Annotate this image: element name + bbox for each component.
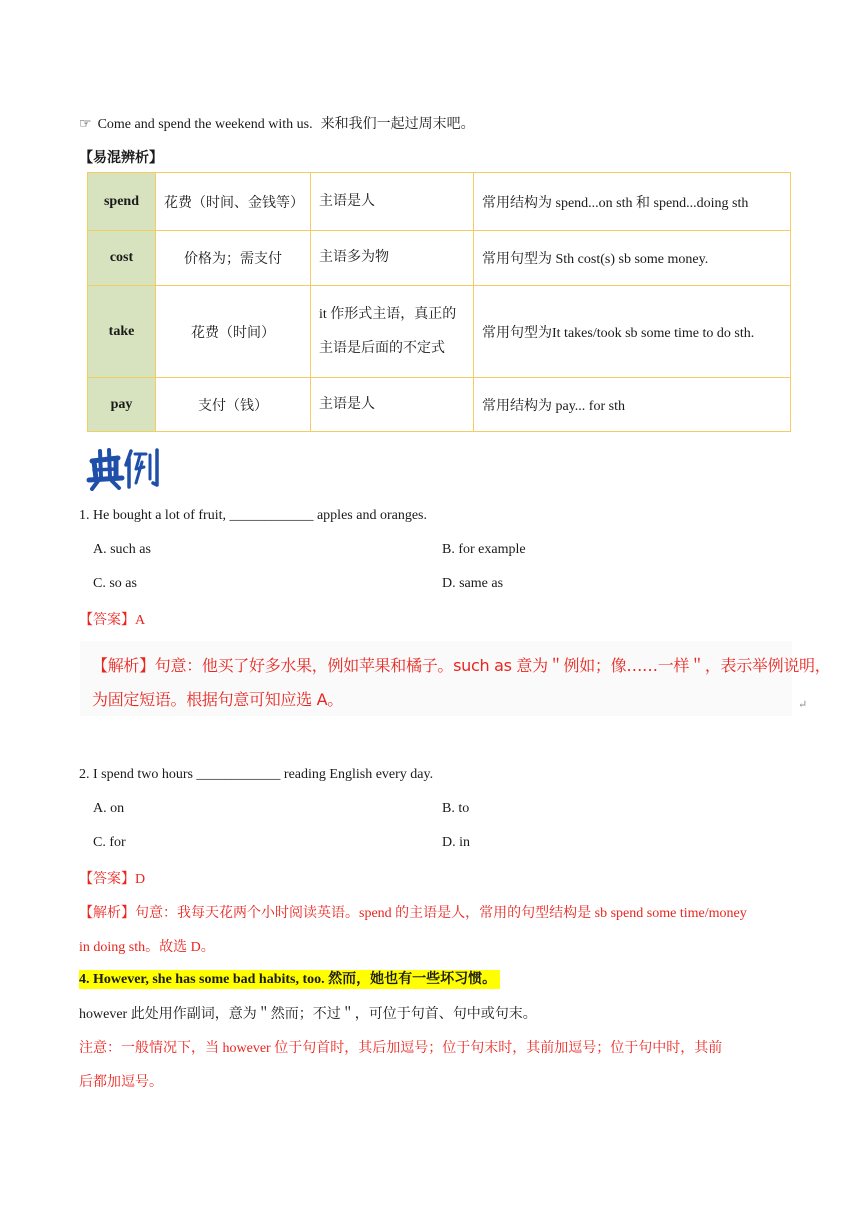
table-row: [88, 286, 791, 378]
example-logo: [86, 445, 164, 491]
intro-line: [79, 113, 475, 133]
point4-usage: however 此处用作副词，意为＂然而；不过＂，可位于句首、句中或句末。: [79, 1007, 537, 1022]
table-cell-subject: 主语多为物: [311, 231, 474, 286]
point4-heading: [79, 968, 500, 988]
table-cell-meaning: 价格为；需支付: [156, 231, 311, 286]
table-cell-subject: [311, 286, 474, 378]
table-cell-word: cost: [88, 231, 156, 286]
table-cell-subject-line: it 作形式主语，真正的: [319, 306, 457, 322]
q2-explanation-line: 【解析】句意：我每天花两个小时阅读英语。spend 的主语是人，常用的句型结构是 sb spend some time/money: [79, 906, 747, 921]
table-cell-word: pay: [88, 378, 156, 432]
table-cell-subject: 主语是人: [311, 173, 474, 231]
point4-heading-text: 4. However, she has some bad habits, too. 然而，她也有一些坏习惯。: [79, 970, 500, 989]
q2-stem: 2. I spend two hours ____________ reading English every day.: [79, 767, 434, 782]
q2-option-a: A. on: [93, 801, 125, 816]
q1-option-a: A. such as: [93, 542, 151, 557]
example-logo-graphic: [86, 445, 164, 491]
q2-explanation-line: in doing sth。故选 D。: [79, 940, 215, 955]
table-cell-word: take: [88, 286, 156, 378]
table-cell-meaning: 花费（时间、金钱等）: [156, 173, 311, 231]
table-cell-note: 常用句型为It takes/took sb some time to do sth.: [474, 286, 791, 378]
point4-note-line: 后都加逗号。: [79, 1075, 163, 1090]
q2-option-d: D. in: [442, 835, 470, 850]
q1-explanation-line: 【解析】句意：他买了好多水果，例如苹果和橘子。such as 意为＂例如；像……一样＂，表示举例说明，: [92, 656, 831, 675]
comparison-table: [87, 172, 791, 432]
table-cell-note: 常用结构为 pay... for sth: [474, 378, 791, 432]
point4-note-line: 注意：一般情况下，当 however 位于句首时，其后加逗号；位于句末时，其前加逗号；位于句中时，其前: [79, 1041, 723, 1056]
q1-option-d: D. same as: [442, 576, 504, 591]
table-cell-subject: 主语是人: [311, 378, 474, 432]
table-row: [88, 378, 791, 432]
section-title: 【易混辨析】: [79, 151, 163, 166]
q1-explanation-line: 为固定短语。根据句意可知应选 A。: [92, 690, 343, 709]
q1-answer: 【答案】A: [79, 613, 146, 628]
table-cell-meaning: 支付（钱）: [156, 378, 311, 432]
table-cell-meaning: 花费（时间）: [156, 286, 311, 378]
q1-explanation-image: [80, 641, 831, 716]
q1-option-b: B. for example: [442, 542, 526, 557]
intro-english: Come and spend the weekend with us.: [97, 117, 313, 132]
table-cell-word: spend: [88, 173, 156, 231]
q2-option-c: C. for: [93, 835, 126, 850]
q2-option-b: B. to: [442, 801, 470, 816]
q1-stem: 1. He bought a lot of fruit, ____________ apples and oranges.: [79, 508, 427, 523]
return-mark-icon: ↵: [798, 699, 808, 711]
q2-answer: 【答案】D: [79, 872, 146, 887]
table-cell-note: 常用结构为 spend...on sth 和 spend...doing sth: [474, 173, 791, 231]
table-row: [88, 173, 791, 231]
table-row: [88, 231, 791, 286]
table-cell-subject-line: 主语是后面的不定式: [319, 340, 445, 356]
table-cell-note: 常用句型为 Sth cost(s) sb some money.: [474, 231, 791, 286]
intro-chinese: 来和我们一起过周末吧。: [320, 117, 475, 132]
pointing-hand-icon: ☞: [79, 116, 92, 132]
q1-option-c: C. so as: [93, 576, 137, 591]
